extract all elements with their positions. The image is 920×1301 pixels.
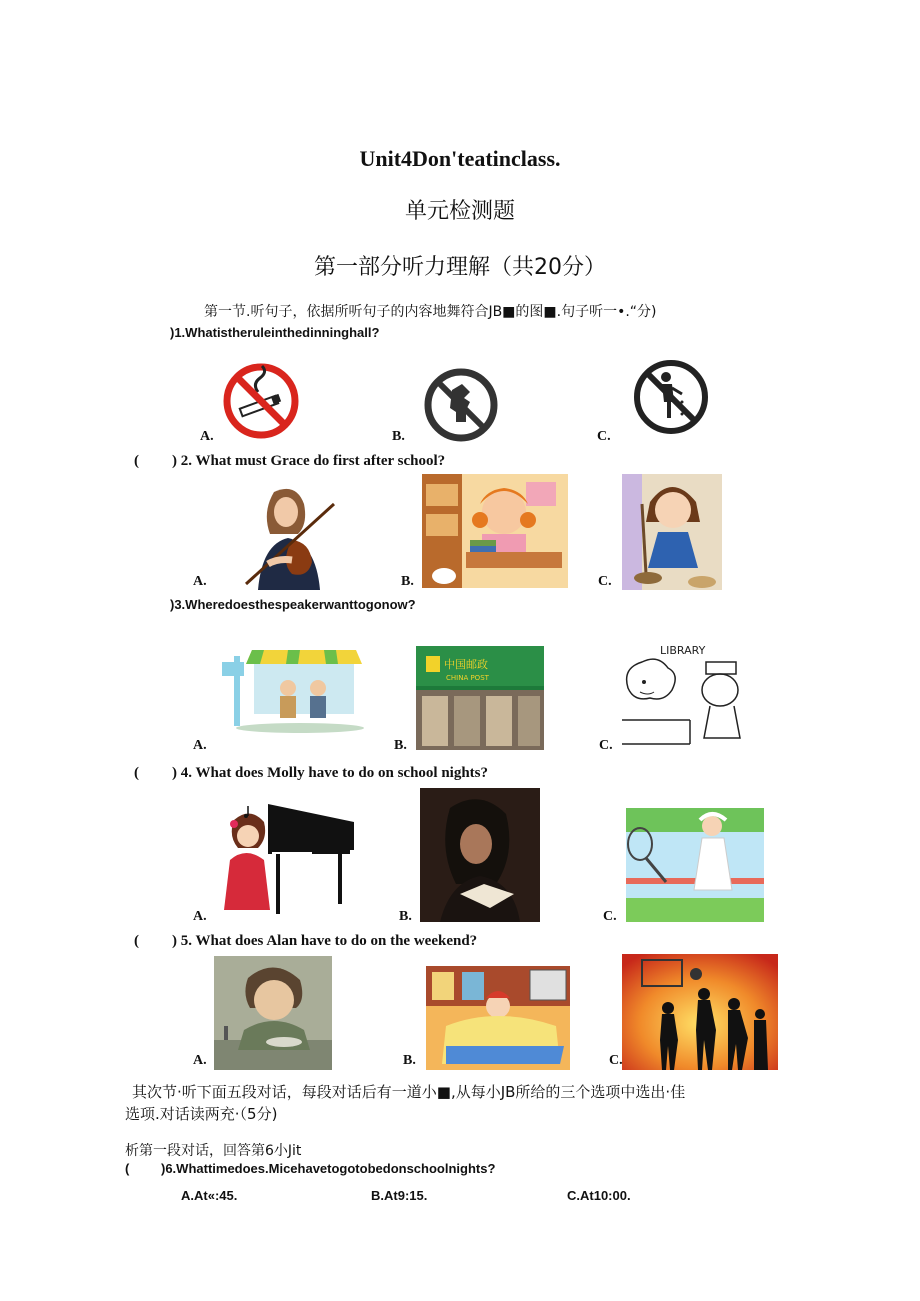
option-label-c: C.	[603, 909, 617, 924]
section-one-instruction: 第一节.听句子，依据所听句子的内容地舞符合JB■的图■.句子听一•.“分)	[204, 304, 657, 320]
post-office-sign-english: CHINA POST	[446, 674, 489, 682]
question-2-text: ) 2. What must Grace do first after school?	[172, 453, 446, 469]
question-6-option-a: A.At«:45.	[181, 1188, 238, 1203]
girl-reading-book	[420, 788, 540, 922]
option-label-a: A.	[193, 574, 207, 589]
answer-paren: (	[134, 453, 139, 469]
library	[620, 640, 764, 750]
question-6-option-b: B.At9:15.	[371, 1188, 428, 1203]
option-label-b: B.	[392, 429, 405, 444]
question-4-text: ) 4. What does Molly have to do on school nights?	[172, 765, 489, 781]
part-heading: 第一部分听力理解（共20分）	[314, 255, 606, 280]
question-6-option-c: C.At10:00.	[567, 1188, 631, 1203]
no-smoking-sign-icon	[222, 362, 300, 440]
option-label-c: C.	[599, 738, 613, 753]
section-two-instruction-line-2: 选项.对话读两充·（5分)	[125, 1105, 278, 1123]
boy-making-bed	[426, 966, 570, 1070]
people-playing-basketball	[622, 954, 778, 1070]
option-label-b: B.	[401, 574, 414, 589]
section-two-instruction-line-1: 其次节·听下面五段对话，每段对话后有一道小■,从每小JB所给的三个选项中选出·佳	[132, 1083, 686, 1101]
page-title: Unit4Don'teatinclass.	[359, 146, 561, 171]
option-label-a: A.	[193, 1053, 207, 1068]
option-label-c: C.	[597, 429, 611, 444]
option-label-b: B.	[399, 909, 412, 924]
answer-paren: (	[125, 1161, 130, 1176]
boy-washing-dishes	[214, 956, 332, 1070]
question-6-text: )6.Whattimedoes.Micehavetogotobedonschoolnights?	[161, 1161, 496, 1176]
option-label-c: C.	[598, 574, 612, 589]
question-1-text: )1.Whatistheruleinthedinninghall?	[170, 325, 380, 340]
girl-playing-tennis	[626, 808, 764, 922]
bus-stop	[222, 642, 364, 734]
question-3-text: )3.Wheredoesthespeakerwanttogonow?	[170, 597, 416, 612]
post-office-sign-chinese: 中国邮政	[444, 658, 488, 671]
option-label-a: A.	[193, 738, 207, 753]
option-label-b: B.	[403, 1053, 416, 1068]
option-label-b: B.	[394, 738, 407, 753]
option-label-c: C.	[609, 1053, 623, 1068]
post-office	[416, 646, 544, 750]
girl-playing-piano	[216, 800, 356, 918]
answer-paren: (	[134, 765, 139, 781]
no-littering-sign-icon	[632, 356, 710, 438]
option-label-a: A.	[193, 909, 207, 924]
girl-playing-violin	[222, 480, 340, 590]
no-hand-sign-icon	[424, 368, 498, 442]
library-sign: LIBRARY	[660, 644, 706, 657]
girl-sweeping-floor	[622, 474, 722, 590]
option-label-a: A.	[200, 429, 214, 444]
page-subtitle: 单元检测题	[404, 199, 515, 224]
question-5-text: ) 5. What does Alan have to do on the weekend?	[172, 933, 478, 949]
girl-doing-homework	[422, 474, 568, 588]
answer-paren: (	[134, 933, 139, 949]
dialog-intro: 析第一段对话，回答第6小Jit	[125, 1143, 302, 1159]
